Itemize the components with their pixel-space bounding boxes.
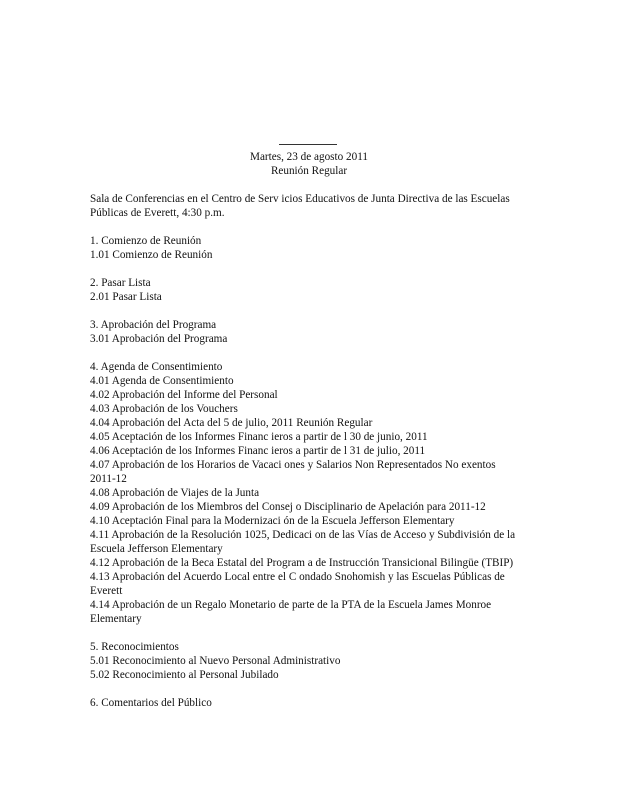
agenda-item: 3.01 Aprobación del Programa	[90, 333, 228, 345]
agenda-item: 4.07 Aprobación de los Horarios de Vacaci ones y Salarios Non Representados No exentos 2011-12	[90, 459, 496, 485]
agenda-item: 2.01 Pasar Lista	[90, 291, 162, 303]
section-heading: 3. Aprobación del Programa	[90, 319, 217, 331]
agenda-section	[90, 696, 520, 710]
agenda-item: 4.14 Aprobación de un Regalo Monetario de parte de la PTA de la Escuela James Monroe Elementary	[90, 599, 492, 625]
section-heading: 5. Reconocimientos	[90, 641, 179, 653]
agenda-item: 4.04 Aprobación del Acta del 5 de julio, 2011 Reunión Regular	[90, 417, 373, 429]
agenda-item: 4.08 Aprobación de Viajes de la Junta	[90, 487, 260, 499]
section-heading: 1. Comienzo de Reunión	[90, 235, 202, 247]
header-rule	[279, 144, 337, 145]
venue-paragraph: Sala de Conferencias en el Centro de Serv icios Educativos de Junta Directiva de las Escuelas Públicas de Everett, 4:30 p.m.	[90, 193, 510, 219]
agenda-item: 4.06 Aceptación de los Informes Financ ieros a partir de l 31 de julio, 2011	[90, 445, 426, 457]
meeting-date: Martes, 23 de agosto 2011	[250, 151, 368, 163]
agenda-section	[90, 640, 520, 682]
agenda-section	[90, 234, 520, 262]
agenda-item: 4.09 Aprobación de los Miembros del Consej o Disciplinario de Apelación para 2011-12	[90, 501, 486, 513]
agenda-section	[90, 360, 520, 626]
section-heading: 6. Comentarios del Público	[90, 697, 212, 709]
agenda-item: 4.03 Aprobación de los Vouchers	[90, 403, 238, 415]
section-heading: 2. Pasar Lista	[90, 277, 151, 289]
agenda-item: 4.05 Aceptación de los Informes Financ ieros a partir de l 30 de junio, 2011	[90, 431, 428, 443]
agenda-section	[90, 276, 520, 304]
agenda-item: 4.12 Aprobación de la Beca Estatal del Program a de Instrucción Transicional Bilingüe (TBIP)	[90, 557, 514, 569]
agenda-body	[90, 234, 520, 724]
agenda-item: 4.10 Aceptación Final para la Modernizaci ón de la Escuela Jefferson Elementary	[90, 515, 455, 527]
agenda-item: 1.01 Comienzo de Reunión	[90, 249, 213, 261]
section-heading: 4. Agenda de Consentimiento	[90, 361, 223, 373]
agenda-item: 4.01 Agenda de Consentimiento	[90, 375, 234, 387]
meeting-type: Reunión Regular	[270, 165, 348, 177]
agenda-section	[90, 318, 520, 346]
agenda-item: 5.02 Reconocimiento al Personal Jubilado	[90, 669, 279, 681]
agenda-item: 5.01 Reconocimiento al Nuevo Personal Administrativo	[90, 655, 341, 667]
agenda-item: 4.11 Aprobación de la Resolución 1025, Dedicaci on de las Vías de Acceso y Subdivisión de la Escuela Jefferson Elementary	[90, 529, 516, 555]
agenda-item: 4.02 Aprobación del Informe del Personal	[90, 389, 278, 401]
agenda-item: 4.13 Aprobación del Acuerdo Local entre el C ondado Snohomish y las Escuelas Públicas de Everett	[90, 571, 505, 597]
